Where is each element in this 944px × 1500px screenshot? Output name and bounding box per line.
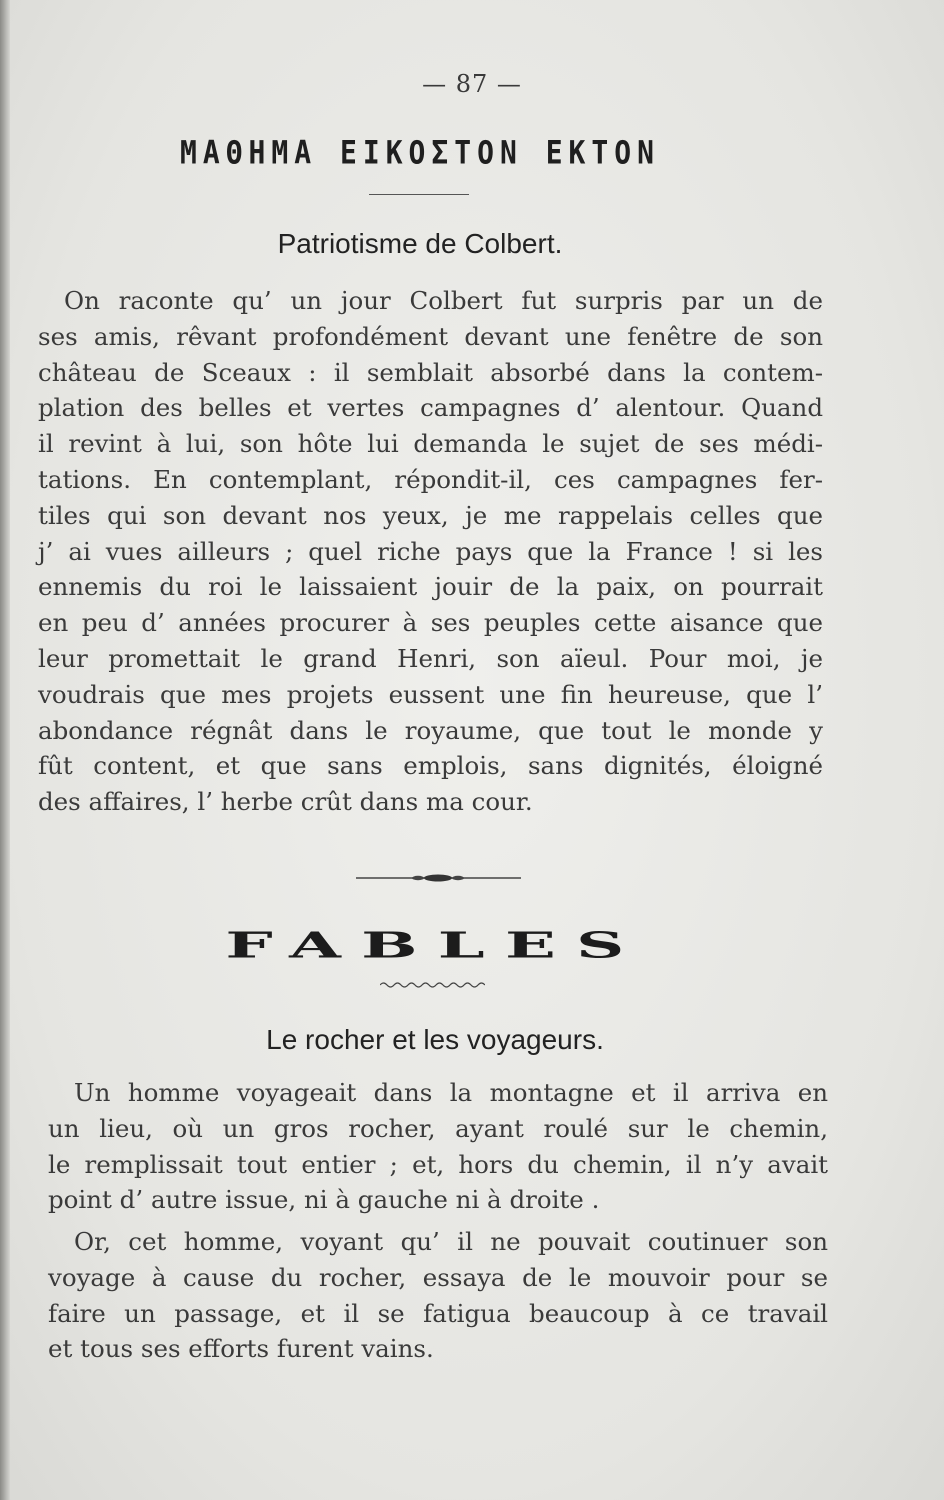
text-line: et tous ses efforts furent vains. [48, 1334, 434, 1364]
text-line: abondance régnât dans le royaume, que tout le monde y [38, 715, 823, 745]
text-line: point d’ autre issue, ni à gauche ni à droite . [48, 1185, 600, 1215]
text-line: des affaires, l’ herbe crût dans ma cour. [38, 787, 533, 817]
wavy-divider [380, 980, 485, 990]
text-line: Or, cet homme, voyant qu’ il ne pouvait coutinuer son [74, 1227, 828, 1256]
title-divider [369, 194, 469, 195]
fables-heading: FABLES [225, 923, 645, 967]
fable-paragraph-2 [48, 1224, 828, 1367]
text-line: le remplissait tout entier ; et, hors du chemin, il n’y avait [48, 1149, 828, 1179]
text-line: voudrais que mes projets eussent une fin heureuse, que l’ [38, 679, 823, 709]
text-line: ses amis, rêvant profondément devant une fenêtre de son [38, 321, 823, 351]
text-line: en peu d’ années procurer à ses peuples cette aisance que [38, 608, 823, 638]
text-line: leur promettait le grand Henri, son aïeul. Pour moi, je [38, 643, 823, 673]
text-line: voyage à cause du rocher, essaya de le mouvoir pour se [48, 1262, 828, 1292]
text-line: plation des belles et vertes campagnes d’ alentour. Quand [38, 393, 823, 423]
text-line: Un homme voyageait dans la montagne et il arriva en [74, 1078, 828, 1107]
colbert-paragraph [38, 283, 823, 820]
text-line: faire un passage, et il se fatigua beaucoup à ce travail [48, 1298, 828, 1328]
text-line: On raconte qu’ un jour Colbert fut surpris par un de [64, 286, 823, 315]
text-line: il revint à lui, son hôte lui demanda le sujet de ses médi- [38, 429, 823, 459]
text-line: tiles qui son devant nos yeux, je me rappelais celles que [38, 500, 823, 530]
text-line: ennemis du roi le laissaient jouir de la paix, on pourrait [38, 572, 823, 602]
ornament-divider [356, 872, 521, 884]
text-line: j’ ai vues ailleurs ; quel riche pays que la France ! si les [38, 536, 823, 566]
text-line: fût content, et que sans emplois, sans dignités, éloigné [38, 751, 823, 781]
text-line: château de Sceaux : il semblait absorbé dans la contem- [38, 357, 823, 387]
section-title: Patriotisme de Colbert. [277, 228, 563, 259]
fable-title: Le rocher et les voyageurs. [266, 1024, 604, 1055]
text-line: tations. En contemplant, répondit-il, ces campagnes fer- [38, 464, 823, 494]
fable-paragraph-1 [48, 1075, 828, 1218]
page-binding-edge [0, 0, 10, 1500]
text-line: un lieu, où un gros rocher, ayant roulé sur le chemin, [48, 1113, 828, 1143]
lesson-title: ΜΑΘΗΜΑ ΕΙΚΟΣΤΟΝ ΕΚΤΟΝ [179, 133, 660, 172]
page-number: — 87 — [422, 70, 522, 98]
